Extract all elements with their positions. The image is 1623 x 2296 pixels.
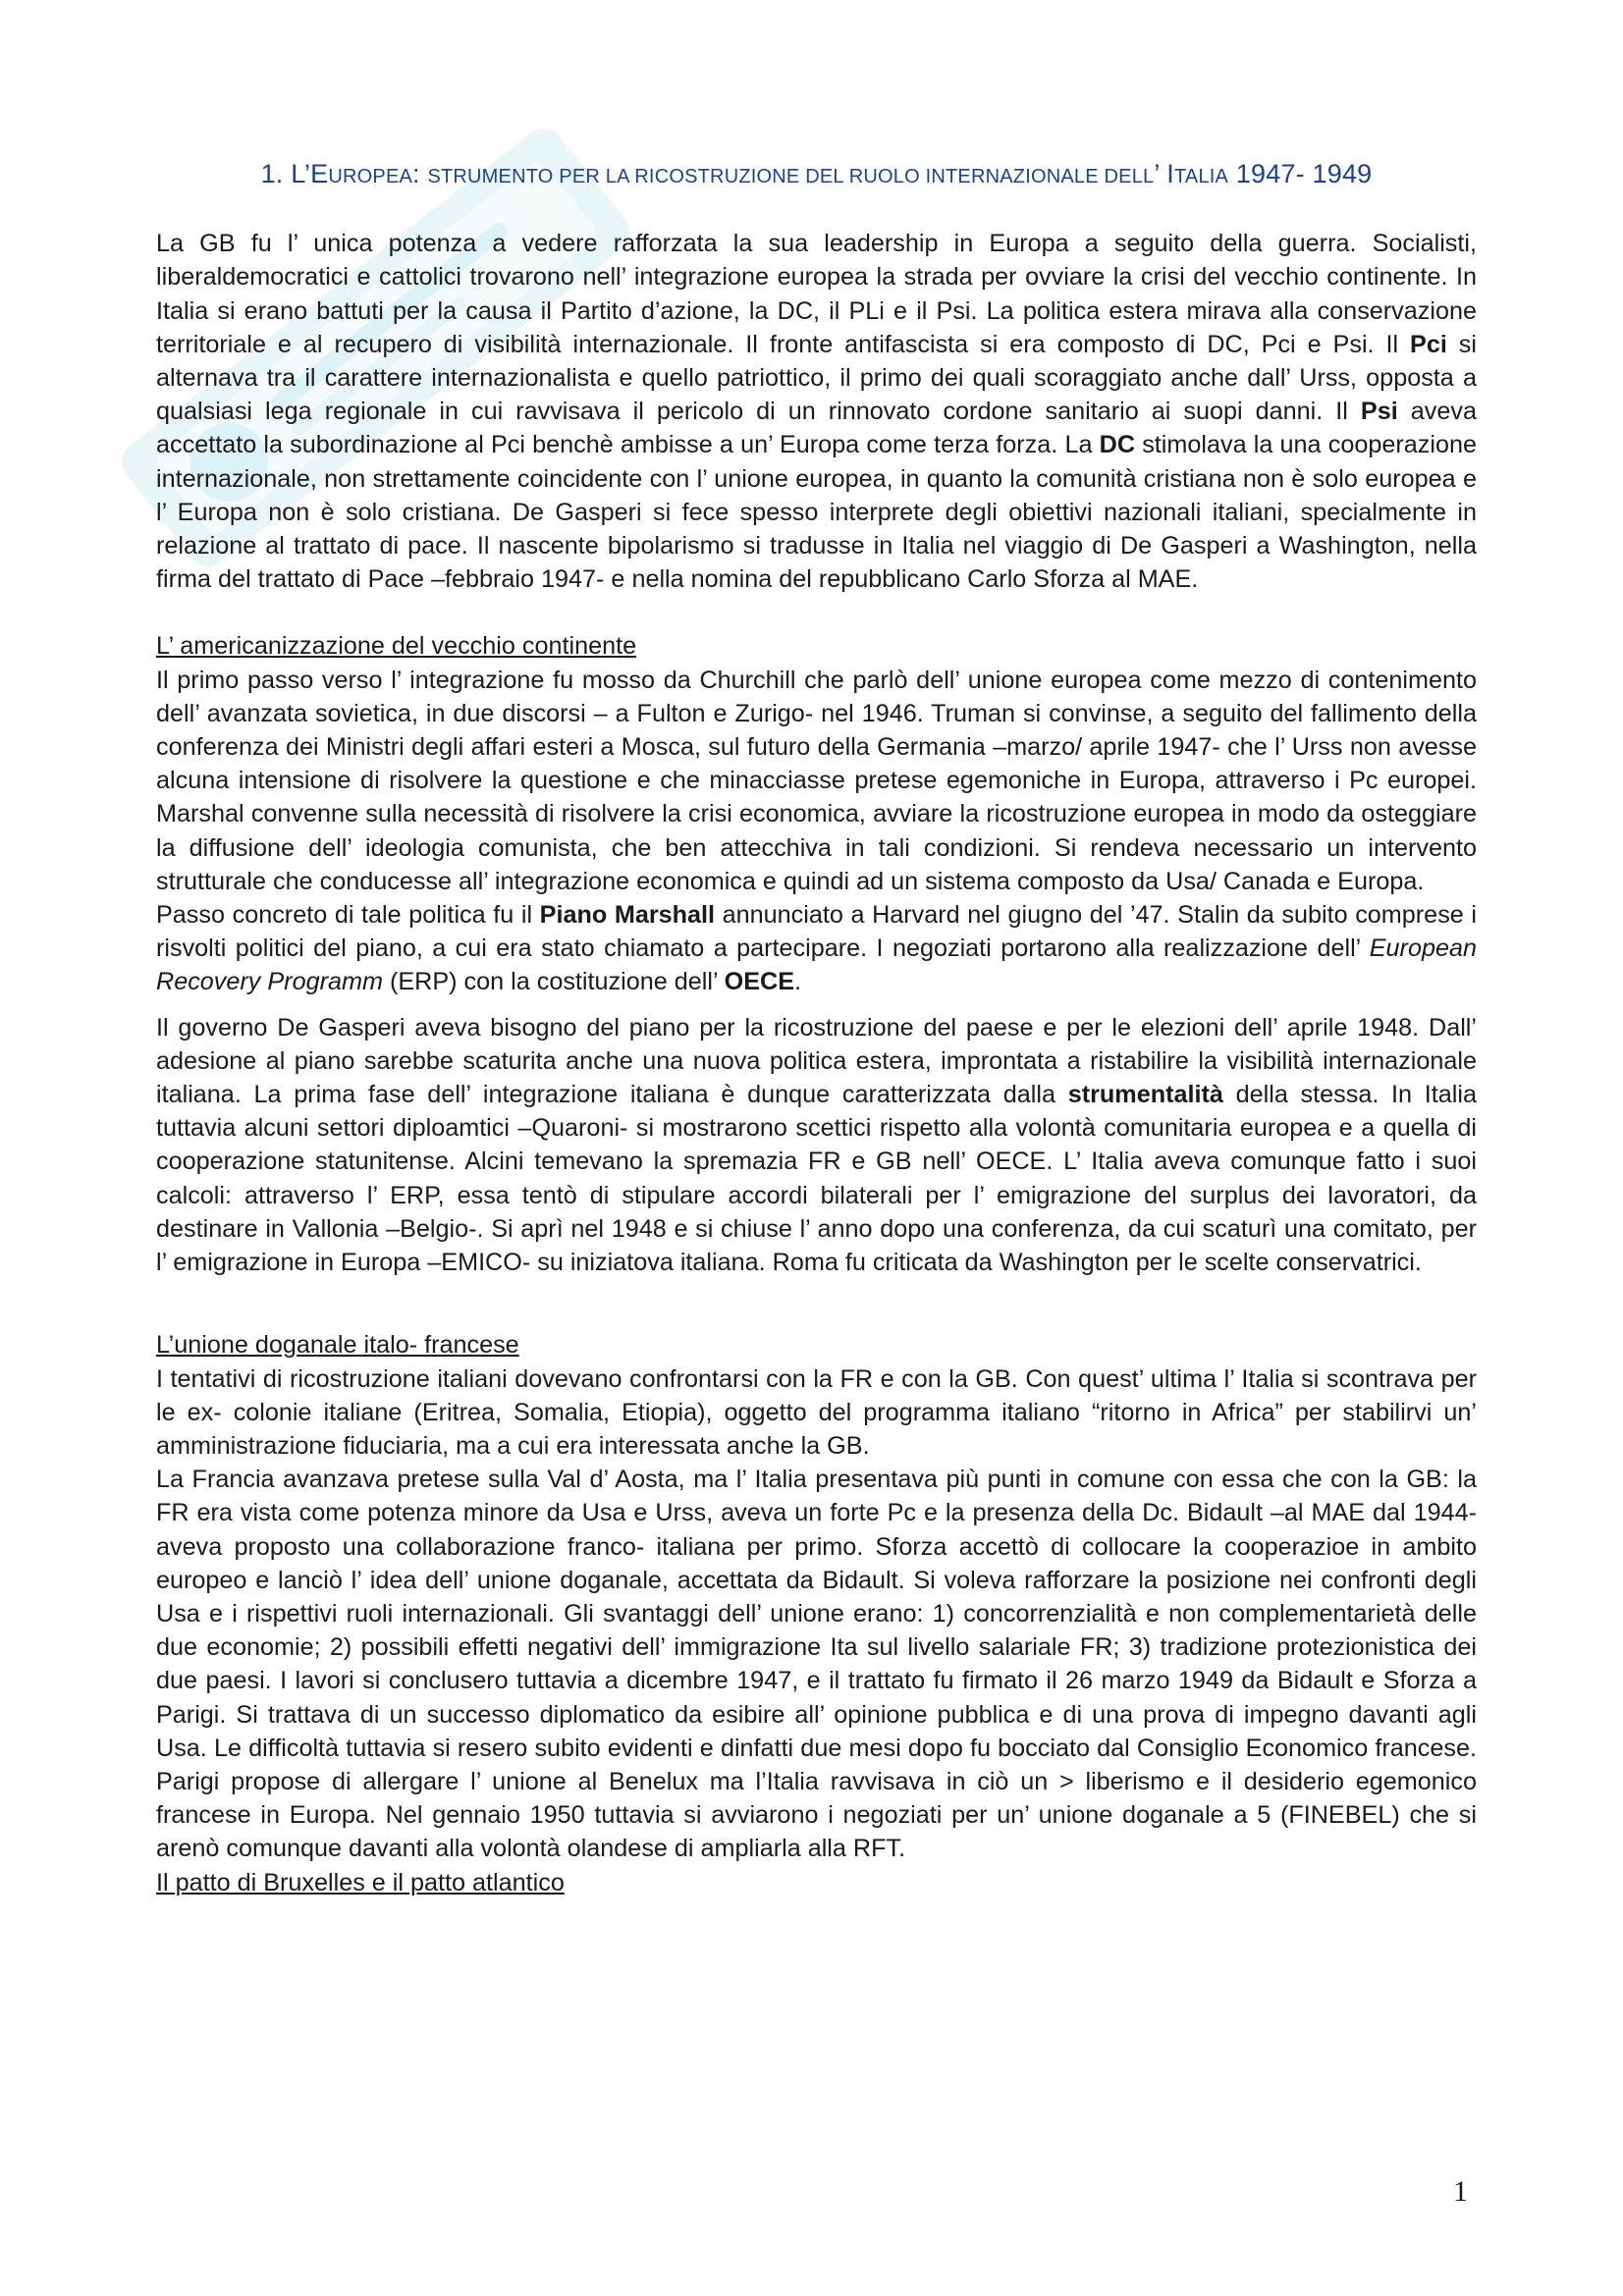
heading-number: 1. [260,159,284,188]
text-run: della stessa. In Italia tuttavia alcuni settori diploamtici –Quaroni- si mostrarono scettici rispetto alla volontà comunitaria europea e a quella di cooperazione statunitense. Alcini temevano la spremazia FR e GB nell’ OECE. L’ Italia aveva comunque fatto i suoi calcoli: attraverso l’ ERP, essa tentò di stipulare accordi bilaterali per l’ emigrazione del surplus dei lavoratori, da destinare in Vallonia –Belgio-. Si aprì nel 1948 e si chiuse l’ anno dopo una conferenza, da cui scaturì una comitato, per l’ emigrazione in Europa –EMICO- su iniziatova italiana. Roma fu criticata da Washington per le scelte conservatrici. [156,1081,1477,1277]
text-run: . [794,968,801,996]
page-number: 1 [1453,2175,1468,2208]
text-run: I tentativi di ricostruzione italiani dovevano confrontarsi con la FR e con la GB. Con quest’ ultima l’ Italia si scontrava per le ex- colonie italiane (Eritrea, Somalia, Etiopia), oggetto del programma italiano “ritorno in Africa” per stabilirvi un’ amministrazione fiduciaria, ma a cui era interessata anche la GB. [156,1364,1477,1460]
paragraph [156,1362,1477,1464]
paragraph [156,227,1477,596]
text-run: La GB fu l’ unica potenza a vedere rafforzata la sua leadership in Europa a seguito della guerra. Socialisti, liberaldemocratici e cattolici trovarono nell’ integrazione europea la strada per ovviare la crisi del vecchio continente. In Italia si erano battuti per la causa il Partito d’azione, la DC, il PLi e il Psi. La politica estera mirava alla conservazione territoriale e al recupero di visibilità internazionale. Il fronte antifascista si era composto di DC, Pci e Psi. Il [156,230,1477,358]
text-run: Il governo De Gasperi aveva bisogno del piano per la ricostruzione del paese e per le elezioni dell’ aprile 1948. Dall’ adesione al piano sarebbe scaturita anche una nuova politica estera, improntata a ristabilire la visibilità internazionale italiana. La prima fase dell’ integrazione italiana è dunque caratterizzata dalla [156,1013,1477,1109]
bold-term: strumentalità [1067,1081,1223,1109]
heading-part: 1947- 1949 [1228,159,1373,188]
heading-text [291,159,1372,188]
text-run: aveva accettato la subordinazione al Pci benchè ambisse a un’ Europa come terza forza. La [156,398,1477,459]
paragraph [156,1463,1477,1865]
text-run: stimolava la una cooperazione internazionale, non strettamente coincidente con l’ unione europea, in quanto la comunità cristiana non è solo europea e l’ Europa non è solo cristiana. De Gasperi si fece spesso interprete degli obiettivi nazionali italiani, specialmente in relazione al trattato di pace. Il nascente bipolarismo si tradusse in Italia nel viaggio di De Gasperi a Washington, nella firma del trattato di Pace –febbraio 1947- e nella nomina del repubblicano Carlo Sforza al MAE. [156,431,1477,594]
section-title: L’ americanizzazione del vecchio continente [156,632,637,661]
bold-term: Piano Marshall [539,901,716,930]
section-title: Il patto di Bruxelles e il patto atlantico [156,1868,565,1896]
bold-term: Psi [1360,398,1398,426]
bold-term: DC [1099,431,1136,459]
text-run: annunciato a Harvard nel giugno del ’47. Stalin da subito comprese i risvolti politici del piano, a cui era stato chiamato a partecipare. I negoziati portarono alla realizzazione dell’ [156,901,1477,963]
text-run: si alternava tra il carattere internazionalista e quello patriottico, il primo dei quali scoraggiato anche dall’ Urss, opposta a qualsiasi lega regionale in cui ravvisava il pericolo di un rinnovato cordone sanitario ai suopi danni. Il [156,330,1477,426]
paragraph [156,1011,1477,1280]
document-body [156,147,1477,1899]
text-run: Il primo passo verso l’ integrazione fu mosso da Churchill che parlò dell’ unione europea come mezzo di contenimento dell’ avanzata sovietica, in due discorsi – a Fulton e Zurigo- nel 1946. Truman si convinse, a seguito del fallimento della conferenza dei Ministri degli affari esteri a Mosca, sul futuro della Germania –marzo/ aprile 1947- che l’ Urss non avesse alcuna intensione di risolvere la questione e che minacciasse pretese egemoniche in Europa, attraverso i Pc europei. Marshal convenne sulla necessità di risolvere la crisi economica, avviare la ricostruzione europea in modo da osteggiare la diffusione dell’ ideologia comunista, che ben attecchiva in tali condizioni. Si rendeva necessario un intervento strutturale che conducesse all’ integrazione economica e quindi ad un sistema composto da Usa/ Canada e Europa. [156,666,1477,895]
section-title: L’unione doganale italo- francese [156,1331,519,1360]
italic-term: European Recovery Programm [156,934,1477,996]
text-blocks [156,227,1477,1899]
heading-part: UROPEA [328,166,413,187]
text-run: Passo concreto di tale politica fu il [156,901,540,930]
heading-part: : [412,159,428,188]
spacer [156,1279,1477,1328]
paragraph [156,664,1477,898]
text-run: La Francia avanzava pretese sulla Val d’ Aosta, ma l’ Italia presentava più punti in comune con essa che con la GB: la FR era vista come potenza minore da Usa e Urss, aveva un forte Pc e la presenza della Dc. Bidault –al MAE dal 1944- aveva proposto una collaborazione franco- italiana per primo. Sforza accettò di collocare la cooperazioe in ambito europeo e lanciò l’ idea dell’ unione doganale, accettata da Bidault. Si voleva rafforzare la posizione nei confronti degli Usa e i rispettivi ruoli internazionali. Gli svantaggi dell’ unione erano: 1) concorrenzialità e non complementarietà delle due economie; 2) possibili effetti negativi dell’ immigrazione Ita sul livello salariale FR; 3) tradizione protezionistica dei due paesi. I lavori si conclusero tuttavia a dicembre 1947, e il trattato fu firmato il 26 marzo 1949 da Bidault e Sforza a Parigi. Si trattava di un successo diplomatico da esibire all’ opinione pubblica e di una prova di impegno davanti agli Usa. Le difficoltà tuttavia si resero subito evidenti e dinfatti due mesi dopo fu bocciato dal Consiglio Economico francese. Parigi propose di allergare l’ unione al Benelux ma l’Italia ravvisava in ciò un > liberismo e il desiderio egemonico francese in Europa. Nel gennaio 1950 tuttavia si avviarono i negoziati per un’ unione doganale a 5 (FINEBEL) che si arenò comunque davanti alla volontà olandese di ampliarla alla RFT. [156,1466,1477,1863]
heading-part: L’E [291,159,329,188]
paragraph [156,898,1477,999]
spacer [156,596,1477,629]
heading-part: ’ I [1154,159,1174,188]
text-run: (ERP) con la costituzione dell’ [382,968,725,996]
bold-term: OECE [724,968,794,996]
heading-part: STRUMENTO PER LA RICOSTRUZIONE DEL RUOLO INTERNAZIONALE DELL [427,166,1155,187]
document-heading [156,157,1477,193]
bold-term: Pci [1410,330,1447,358]
heading-part: TALIA [1173,166,1229,187]
spacer [156,999,1477,1011]
